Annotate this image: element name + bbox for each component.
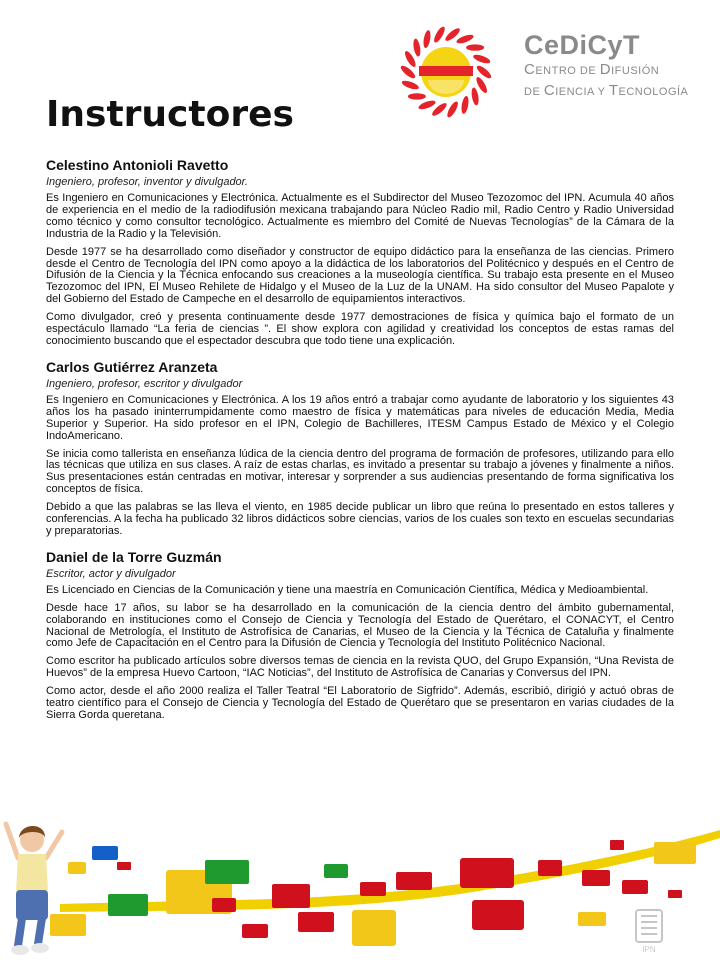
bio-paragraph: Desde hace 17 años, su labor se ha desarrollado en la comunicación de la ciencia dentro del ámbito gubernamental, colaborando en instituciones como el Consejo de Ciencia y Tecnología del Estado de Querétaro, el CONACYT, el Centro Nacional de Metrología, el Instituto de Astrofísica de Canarias, el Museo de la Ciencia y la Técnica de Cataluña y finalmente como Jefe de Capacitación en el Centro para la Difusión de Ciencia y Tecnología del Instituto Politécnico Nacional. [46, 601, 674, 650]
logo-ray [466, 44, 484, 50]
instructor-role: Ingeniero, profesor, escritor y divulgador [46, 377, 243, 390]
color-block [578, 912, 606, 926]
bio-paragraph: Desde 1977 se ha desarrollado como diseñador y constructor de equipo didáctico para la enseñanza de las ciencias. Primero desde el Centro de Tecnología del IPN como apoyo a la didáctica de los laboratorios del Politécnico y después en el Centro de Difusión de la Ciencia y la Técnica enfocando sus creaciones a la museología científica. Su trabajo esta presente en el Museo Tezozomoc del IPN, El Museo Rehilete de Hidalgo y el Museo de la Luz de la UNAM. Ha sido consultor del Museo Papalote y del Gobierno del Estado de Campeche en el desarrollo de equipamientos interactivos. [46, 245, 674, 306]
brand-name: CeDiCyT [524, 30, 641, 60]
instructors-content [46, 156, 674, 732]
color-block [610, 840, 624, 850]
logo-ray [401, 79, 420, 91]
color-block [352, 910, 396, 946]
page-title: Instructores [46, 94, 294, 135]
bio-paragraph: Se inicia como tallerista en enseñanza lúdica de la ciencia dentro del programa de formación de profesores, utilizando para ello las técnicas que utiliza en sus clases. A raíz de estas charlas, es invitado a presentar su trabajo a jóvenes y finalmente a niños. Sus presentaciones están centradas en motivar, interesar y sorprender a sus audiencias presentando de forma significativa los conceptos de física. [46, 447, 674, 496]
instructor-section [46, 548, 674, 722]
logo-ray [472, 53, 491, 65]
logo-ray [432, 25, 447, 44]
instructor-role: Ingeniero, profesor, inventor y divulgador. [46, 176, 248, 188]
logo-ray [455, 33, 474, 45]
logo-ray [470, 87, 479, 106]
instructor-section [46, 358, 674, 538]
logo-ray [408, 93, 426, 99]
color-block [360, 882, 386, 896]
brand-line-2: DE CIENCIA Y TECNOLOGÍA [524, 82, 689, 99]
color-block [68, 862, 86, 874]
color-block [396, 872, 432, 890]
color-block [472, 900, 524, 930]
bio-paragraph: Debido a que las palabras se las lleva el viento, en 1985 decide publicar un libro que reúna lo presentado en estos talleres y conferencias. A la fecha ha publicado 32 libros didácticos sobre ciencias, varios de los cuales son texto en escuelas secundarias y preparatorias. [46, 501, 674, 537]
bio-paragraph: Como escritor ha publicado artículos sobre diversos temas de ciencia en la revista QUO, del Grupo Expansión, “Una Revista de Huevos” de la empresa Huevo Cartoon, “IAC Noticias”, del Instituto de Astrofísica de Canarias y Conversus del IPN. [46, 655, 674, 680]
instructor-name: Celestino Antonioli Ravetto [46, 157, 229, 173]
ipn-emblem [636, 910, 662, 954]
color-block [50, 914, 86, 936]
logo-ray [417, 99, 436, 111]
brand-block [524, 30, 688, 102]
color-block [668, 890, 682, 898]
color-block [108, 894, 148, 916]
svg-text:IPN: IPN [642, 945, 656, 954]
color-block [242, 924, 268, 938]
instructor-name: Carlos Gutiérrez Aranzeta [46, 358, 218, 375]
color-block [622, 880, 648, 894]
color-block [654, 842, 696, 864]
color-block [205, 860, 249, 884]
decorative-footer [0, 810, 720, 960]
color-block [324, 864, 348, 878]
brand-line-1: CENTRO DE DIFUSIÓN [524, 61, 660, 78]
instructor-section [46, 156, 674, 348]
bio-paragraph: Es Licenciado en Ciencias de la Comunicación y tiene una maestría en Comunicación Científica, Médica y Medioambiental. [46, 583, 649, 596]
color-block [92, 846, 118, 860]
bio-paragraph: Como divulgador, creó y presenta continuamente desde 1977 demostraciones de física y química bajo el formato de un espectáculo llamado “La feria de ciencias ”. El show explora con agilidad y creatividad los conceptos de estas ramas del conocimiento buscando que el espectador descubra que todo tiene una explicación. [46, 311, 674, 347]
color-block [272, 884, 310, 908]
bio-paragraph: Es Ingeniero en Comunicaciones y Electrónica. Actualmente es el Subdirector del Museo Tezozomoc del IPN. Acumula 40 años de experiencia en el medio de la radiodifusión mexicana trabajando para Núcleo Radio mil, Radio Centro y Radio Universidad como técnico y como consultor tecnológico. Actualmente es miembro del Comité de Nuevas Tecnologías” de la Cámara de la Industria de la Radio y la Televisión. [46, 192, 674, 240]
instructor-name: Daniel de la Torre Guzmán [46, 548, 222, 565]
color-block [460, 858, 514, 888]
color-block [212, 898, 236, 912]
logo-ray [412, 38, 421, 57]
instructor-role: Escritor, actor y divulgador [46, 567, 176, 580]
bio-paragraph: Es Ingeniero en Comunicaciones y Electrónica. A los 19 años entró a trabajar como ayudante de laboratorio y los siguientes 43 años los ha pasado ininterrumpidamente como maestro de física y matemáticas para niveles de educación Media, Media Superior y Superior. Ha sido profesor en el IPN, Colegio de Bachilleres, ITESM Campus Estado de México y el Colegio IndoAmericano. [46, 393, 674, 442]
color-block [538, 860, 562, 876]
color-block [117, 862, 131, 870]
logo-ray [445, 100, 460, 119]
logo-ray [460, 95, 469, 114]
color-block [582, 870, 610, 886]
cedicyt-logo [396, 20, 496, 120]
color-block [298, 912, 334, 932]
bio-paragraph: Como actor, desde el año 2000 realiza el Taller Teatral “El Laboratorio de Sigfrido”. Además, escribió, dirigió y actuó obras de teatro científico para el Consejo de Ciencia y Tecnología del Estado de Querétaro que se presentaron en varias ciudades de la Sierra Gorda queretana. [46, 685, 674, 721]
logo-ray [422, 30, 431, 49]
